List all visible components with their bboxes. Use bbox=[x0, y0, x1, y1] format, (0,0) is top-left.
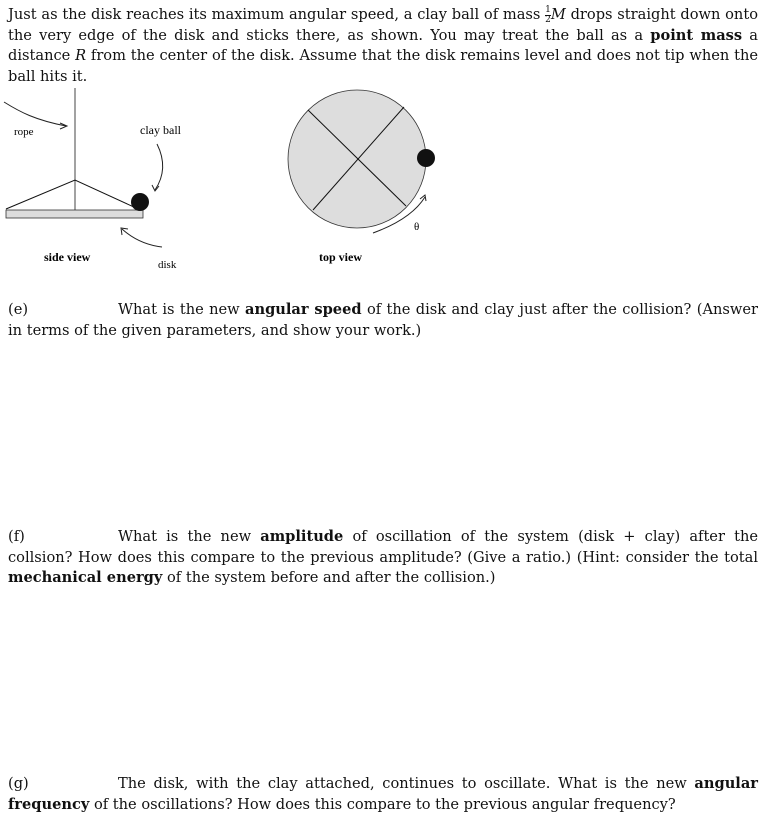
rope-label: rope bbox=[14, 126, 34, 138]
point-mass-bold: point mass bbox=[650, 26, 743, 44]
side-view-label: side view bbox=[44, 250, 91, 264]
question-e bbox=[8, 300, 758, 341]
clay-ball-label: clay ball bbox=[140, 123, 181, 137]
question-label: (e) bbox=[8, 301, 29, 318]
question-bold: amplitude bbox=[260, 528, 344, 545]
question-bold: mechanical energy bbox=[8, 569, 163, 586]
question-bold: angular speed bbox=[245, 301, 362, 318]
intro-text: from the center of the disk. Assume that the disk remains level and does not tip when the ball hits it. bbox=[8, 47, 758, 85]
frac-denominator: 2 bbox=[545, 14, 551, 25]
question-text: What is the new bbox=[118, 301, 245, 318]
clay-ball-side bbox=[131, 193, 149, 211]
clay-ball-arrow bbox=[155, 144, 163, 190]
top-view-label: top view bbox=[319, 250, 362, 264]
theta-label: θ bbox=[414, 221, 420, 233]
question-text: The disk, with the clay attached, continues to oscillate. What is the new bbox=[118, 775, 695, 792]
question-bold: angular frequency bbox=[8, 775, 758, 813]
question-text: What is the new bbox=[118, 528, 261, 545]
clay-ball-top bbox=[417, 149, 435, 167]
rope-arrow bbox=[4, 102, 66, 126]
disk-side bbox=[6, 210, 143, 218]
question-label: (f) bbox=[8, 528, 25, 545]
intro-text: Just as the disk reaches its maximum angular speed, a clay ball of mass bbox=[8, 6, 546, 23]
figure-diagram bbox=[0, 80, 450, 280]
disk-support-lines bbox=[6, 180, 136, 209]
question-f bbox=[8, 527, 758, 589]
question-text: of the system before and after the collision.) bbox=[162, 569, 496, 586]
intro-text: a distance bbox=[8, 26, 759, 64]
question-text: of the oscillations? How does this compare to the previous angular frequency? bbox=[89, 795, 676, 813]
intro-text: drops straight down onto the very edge of the disk and sticks there, as shown. You may treat the ball as a bbox=[8, 6, 758, 44]
question-text: of the disk and clay just after the collision? (Answer in terms of the given parameters, and show your work.) bbox=[8, 301, 758, 339]
radius-symbol: R bbox=[75, 47, 87, 64]
disk-arrow bbox=[122, 229, 162, 247]
disk-label: disk bbox=[158, 259, 177, 271]
question-text: of oscillation of the system (disk + clay) after the collsion? How does this compare to the previous amplitude? (Give a ratio.) (Hint: consider the total bbox=[8, 528, 758, 566]
frac-numerator: 1 bbox=[545, 4, 551, 15]
question-label: (g) bbox=[8, 775, 29, 792]
intro-paragraph bbox=[8, 5, 758, 87]
mass-symbol: M bbox=[550, 6, 566, 23]
question-g bbox=[8, 774, 758, 815]
